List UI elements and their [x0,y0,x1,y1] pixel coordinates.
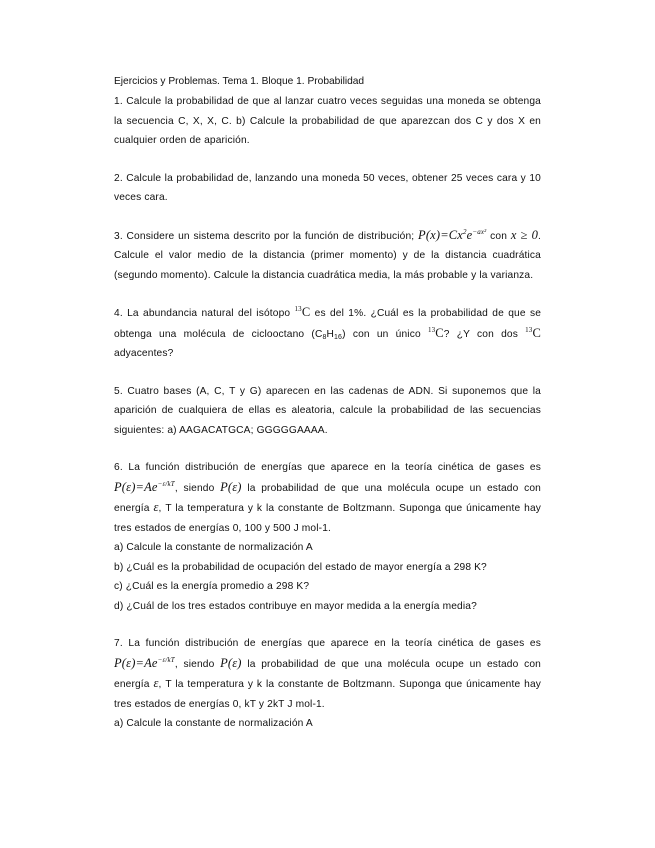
probability-symbol: P(ε) [220,479,242,494]
exercise-1: 1. Calcule la probabilidad de que al lanzar cuatro veces seguidas una moneda se obtenga la secuencia C, X, X, C. b) Calcule la probabilidad de que aparezcan dos C y dos X en cualquier orden de aparición. [114,96,541,146]
exercise-4: 4. La abundancia natural del isótopo $^{13}$C es del 1%. ¿Cuál es la probabilidad de que se obtenga una molécula de ciclooctano $(C_8H_{16})$ con un único $^{13}$C? ¿Y con dos $^{13}$C adyacentes? [114,305,542,359]
exercise-2: 2. Calcule la probabilidad de, lanzando una moneda 50 veces, obtener 25 veces cara y 10 veces cara. [114,172,541,203]
exercise-3-con: con [490,230,508,242]
exercise-6-a: a) Calcule la constante de normalización A [114,542,313,553]
probability-symbol: P(ε) [220,655,242,670]
boltzmann-formula: $P(\varepsilon)=Ae^{-\varepsilon/kT}$ [114,479,175,494]
isotope-c13: $^{13}$C [427,325,444,340]
domain-condition: x ≥ 0 [510,227,539,242]
document-title: Ejercicios y Problemas. Tema 1. Bloque 1. Probabilidad [114,76,365,87]
exercise-3-rest: . Calcule el valor medio de la distancia (primer momento) y de la distancia cuadrática (segundo momento). Calcule la distancia cuadrática media, la más probable y la varianza. [114,230,542,281]
exercise-6-c: c) ¿Cuál es la energía promedio a 298 K? [114,581,310,592]
energy-symbol: ε [153,676,159,690]
isotope-c13: $^{13}$C [294,305,311,319]
exercise-3-text: 3. Considere un sistema descrito por la función de distribución; [114,230,415,242]
exercise-5: 5. Cuatro bases (A, C, T y G) aparecen en las cadenas de ADN. Si suponemos que la aparición de cualquiera de ellas es aleatoria, calcule la probabilidad de las secuencias siguientes: a) AAGACATGCA; GGGGGAAAA. [114,385,541,436]
energy-symbol: ε [153,500,159,514]
exercise-3 [114,226,541,286]
boltzmann-formula: $P(\varepsilon)=Ae^{-\varepsilon/kT}$ [114,655,175,670]
isotope-c13: $^{13}$C [525,325,541,340]
exercise-6-b: b) ¿Cuál es la probabilidad de ocupación del estado de mayor energía a 298 K? [114,561,487,573]
exercise-6: 6. La función distribución de energías que aparece en la teoría cinética de gases es $P(\varepsilon)=Ae^{-\varepsilon/kT}$, siendo P(ε) la probabilidad de que una molécula ocupe un estado con energía ε, T la temperatura y k la constante de Boltzmann. Suponga que únicamente hay tres estados de energías 0, 100 y 500 J mol-1. a) Calcule la constante de normalización A b) ¿Cuál es la probabilidad de ocupación del estado de mayor energía a 298 K? c) ¿Cuál es la energía promedio a 298 K? d) ¿Cuál de los tres estados contribuye en mayor medida a la energía media? [114,458,541,616]
exercise-7-a: a) Calcule la constante de normalización A [114,718,313,729]
exercise-6-d: d) ¿Cuál de los tres estados contribuye en mayor medida a la energía media? [114,600,477,612]
distribution-formula: $P(x)=Cx^2e^{-ax^2}$ [418,227,487,242]
exercise-7: 7. La función distribución de energías que aparece en la teoría cinética de gases es $P(\varepsilon)=Ae^{-\varepsilon/kT}$, siendo P(ε) la probabilidad de que una molécula ocupe un estado con energía ε, T la temperatura y k la constante de Boltzmann. Suponga que únicamente hay tres estados de energías 0, kT y 2kT J mol-1. a) Calcule la constante de normalización A [114,634,541,734]
document-body [114,72,541,734]
